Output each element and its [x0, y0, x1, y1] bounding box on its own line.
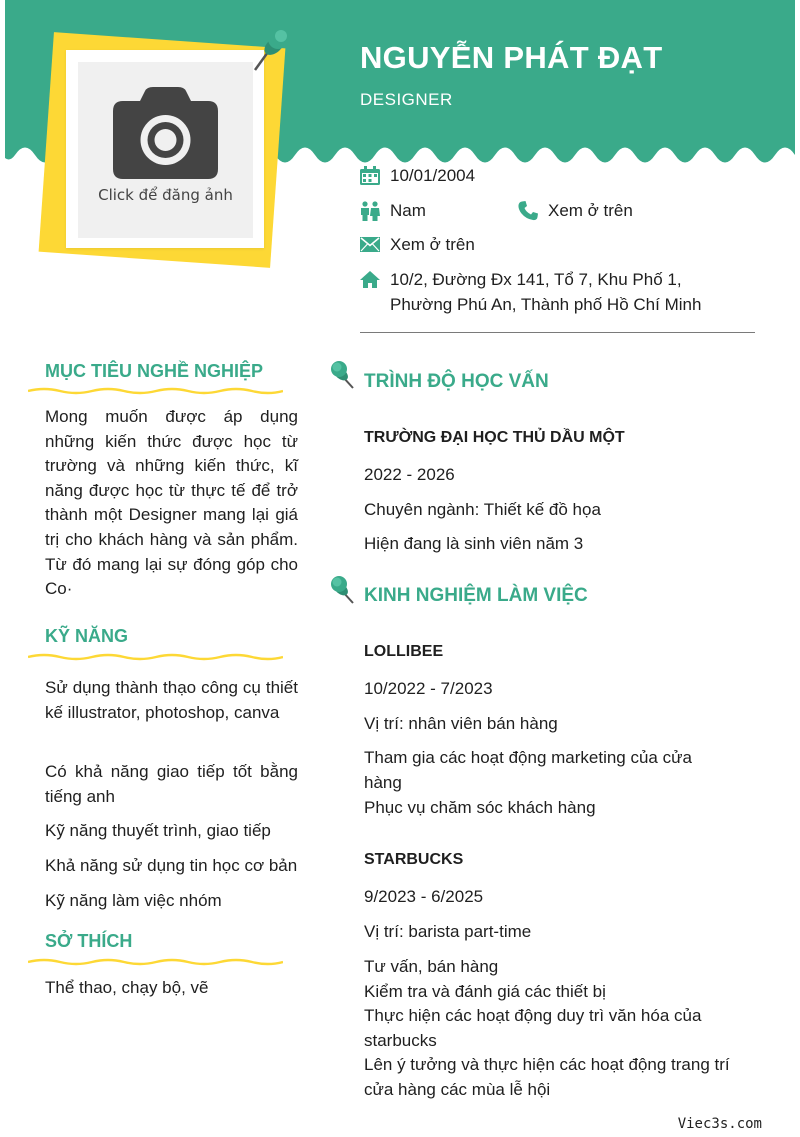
job-duty: Lên ý tưởng và thực hiện các hoạt động trang trí cửa hàng các mùa lễ hội: [364, 1055, 730, 1099]
contact-address: [360, 267, 701, 317]
contact-divider: [360, 332, 755, 333]
education-period: 2022 - 2026: [364, 465, 455, 484]
pushpin-icon: [329, 575, 357, 605]
contact-dob: [360, 163, 475, 188]
gender-icon: [360, 201, 380, 221]
job-duty: Tư vấn, bán hàng: [364, 957, 499, 976]
footer-brand[interactable]: Viec3s.com: [677, 1116, 762, 1132]
calendar-icon: [360, 166, 380, 185]
camera-icon: [113, 87, 218, 179]
objective-text: Mong muốn được áp dụng những kiến thức được học từ trường và những kiến thức, kĩ năng được học từ thực tế để trở thành một Designer mang lại giá trị cho khách hàng và sản phẩm. Từ đó mang lại sự đóng góp cho Co·: [45, 407, 298, 599]
objective-heading: MỤC TIÊU NGHỀ NGHIỆP: [45, 361, 264, 381]
wavy-underline: [28, 386, 283, 396]
email-value[interactable]: Xem ở trên: [390, 235, 475, 254]
skill-item: Sử dụng thành thạo công cụ thiết kế illustrator, photoshop, canva: [45, 678, 298, 722]
hobbies-heading: SỞ THÍCH: [45, 931, 133, 951]
job-duty: Tham gia các hoạt động marketing của cửa hàng: [364, 748, 692, 792]
skill-item: Khả năng sử dụng tin học cơ bản: [45, 856, 298, 875]
job-position: Vị trí: nhân viên bán hàng: [364, 714, 558, 733]
contact-email: [360, 232, 475, 257]
pushpin-icon: [329, 360, 357, 390]
email-icon: [360, 237, 380, 252]
job-position: Vị trí: barista part-time: [364, 922, 532, 941]
upload-label: Click để đăng ảnh: [98, 186, 233, 204]
hobbies-text: Thể thao, chạy bộ, vẽ: [45, 978, 209, 997]
education-status: Hiện đang là sinh viên năm 3: [364, 534, 584, 553]
pushpin-icon: [250, 24, 292, 74]
skill-item: Kỹ năng làm việc nhóm: [45, 891, 222, 910]
person-name: NGUYỄN PHÁT ĐẠT: [360, 40, 663, 75]
experience-heading: KINH NGHIỆM LÀM VIỆC: [364, 585, 588, 606]
contact-gender: [360, 198, 426, 223]
education-major: Chuyên ngành: Thiết kế đồ họa: [364, 500, 601, 519]
skill-item: Kỹ năng thuyết trình, giao tiếp: [45, 821, 271, 840]
job-period: 10/2022 - 7/2023: [364, 679, 493, 698]
school-name: TRƯỜNG ĐẠI HỌC THỦ DẦU MỘT: [364, 429, 625, 446]
job-period: 9/2023 - 6/2025: [364, 887, 484, 906]
phone-value[interactable]: Xem ở trên: [548, 201, 633, 220]
home-icon: [360, 271, 380, 288]
skill-item: Có khả năng giao tiếp tốt bằng tiếng anh: [45, 762, 298, 806]
address-line-2: Phường Phú An, Thành phố Hồ Chí Minh: [390, 295, 702, 314]
gender-value: Nam: [390, 201, 426, 220]
company-name: LOLLIBEE: [364, 643, 444, 660]
wavy-underline: [28, 957, 283, 967]
job-duty: Kiểm tra và đánh giá các thiết bị: [364, 982, 606, 1001]
job-duty: Thực hiện các hoạt động duy trì văn hóa của starbucks: [364, 1006, 702, 1050]
address-line-1: 10/2, Đường Đx 141, Tổ 7, Khu Phố 1,: [390, 270, 682, 289]
job-duty: Phục vụ chăm sóc khách hàng: [364, 798, 596, 817]
contact-phone: [518, 198, 633, 223]
phone-icon: [518, 201, 538, 221]
dob-value: 10/01/2004: [390, 166, 476, 185]
photo-upload[interactable]: [78, 62, 253, 238]
skills-heading: KỸ NĂNG: [45, 626, 129, 646]
wavy-underline: [28, 652, 283, 662]
job-title: DESIGNER: [360, 90, 453, 109]
education-heading: TRÌNH ĐỘ HỌC VẤN: [364, 371, 549, 392]
company-name: STARBUCKS: [364, 851, 464, 868]
